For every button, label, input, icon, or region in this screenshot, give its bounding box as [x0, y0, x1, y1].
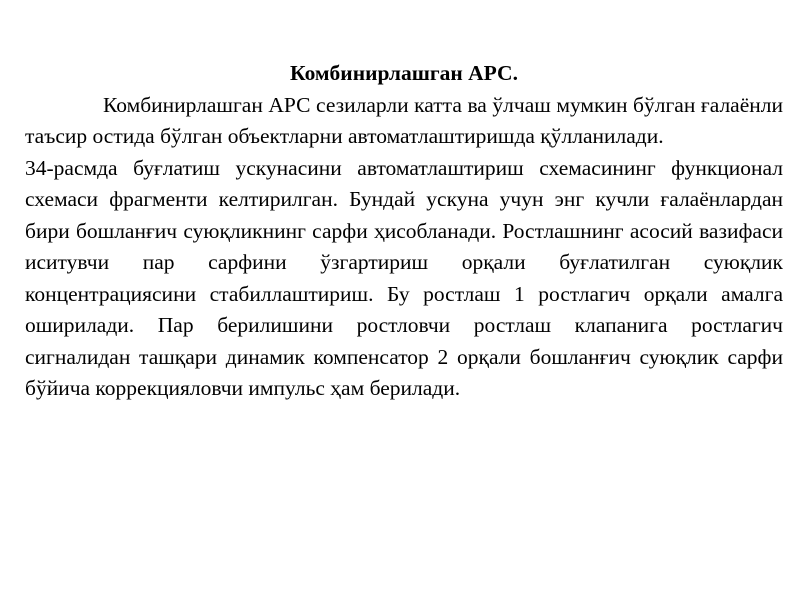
paragraph-main: 34-расмда буғлатиш ускунасини автоматлаштириш схемасининг функционал схемаси фрагменти келтирилган. Бундай ускуна учун энг кучли ғалаёнлардан бири бошланғич суюқликнинг сарфи ҳисобланади. Ростлашнинг асосий вазифаси иситувчи пар сарфини ўзгартириш орқали буғлатилган суюқлик концентрациясини стабиллаштириш. Бу ростлаш 1 ростлагич орқали амалга оширилади. Пар берилишини ростловчи ростлаш клапанига ростлагич сигналидан ташқари динамик компенсатор 2 орқали бошланғич суюқлик сарфи бўйича коррекцияловчи импульс ҳам берилади.	[25, 155, 783, 400]
paragraph-intro: Комбинирлашган АРС сезиларли катта ва ўлчаш мумкин бўлган ғалаёнли таъсир остида бўлган объектларни автоматлаштиришда қўлланилади.	[25, 92, 783, 148]
document-title: Комбинирлашган АРС.	[290, 61, 518, 85]
document-body	[25, 58, 783, 405]
